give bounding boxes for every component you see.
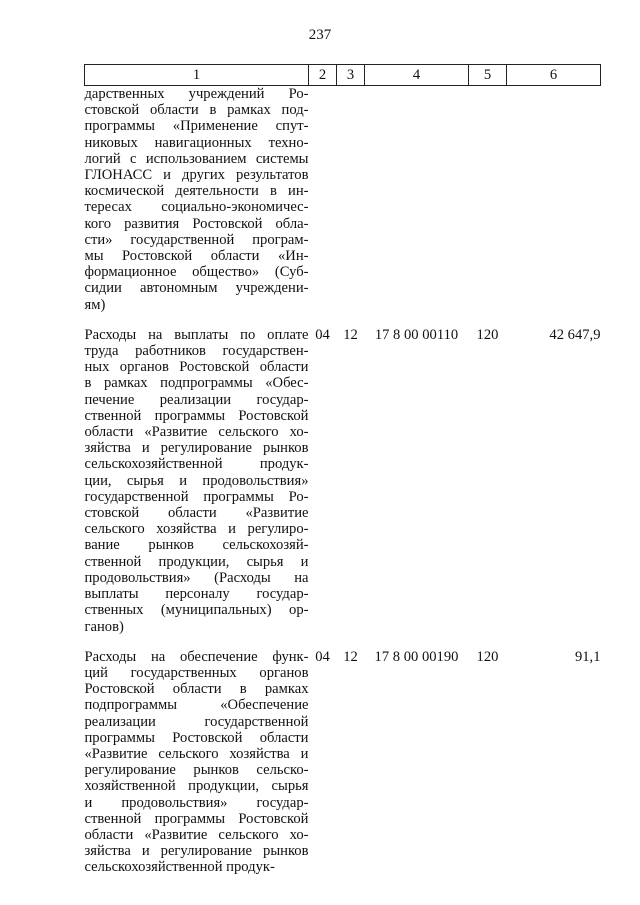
header-col-5: 5 bbox=[469, 65, 507, 86]
table-row bbox=[85, 86, 601, 327]
description-line: труда работников государствен- bbox=[84, 343, 309, 360]
description-line: ных органов Ростовской области bbox=[84, 359, 309, 376]
description-line: стовской области в рамках под- bbox=[84, 102, 309, 119]
subsection-code-cell: 12 bbox=[343, 648, 358, 665]
description-line: «Развитие сельского хозяйства и bbox=[84, 745, 309, 762]
description-line: ций государственных органов bbox=[84, 664, 309, 681]
header-row bbox=[85, 65, 601, 86]
description-line: подпрограммы «Обеспечение bbox=[84, 697, 309, 714]
description-line: ГЛОНАСС и других результатов bbox=[84, 167, 309, 184]
table-row bbox=[85, 327, 601, 649]
description-line: вание рынков сельскохозяй- bbox=[84, 537, 309, 554]
section-code-cell bbox=[309, 86, 337, 327]
description-line: кого развития Ростовской обла- bbox=[84, 215, 309, 232]
row-description bbox=[85, 86, 309, 327]
description-line: и продовольствия» государ- bbox=[84, 794, 309, 811]
description-line: сельскохозяйственной продук- bbox=[84, 456, 309, 473]
description-line: регулирование рынков сельско- bbox=[84, 762, 309, 779]
description-line: программы «Применение спут- bbox=[84, 118, 309, 135]
expense-type-cell: 120 bbox=[476, 648, 499, 665]
description-line: ственной программы Ростовской bbox=[84, 810, 309, 827]
description-line: логий с использованием системы bbox=[84, 150, 309, 167]
description-line: стовской области «Развитие bbox=[84, 505, 309, 522]
description-line: ственных (муниципальных) ор- bbox=[84, 602, 309, 619]
description-line: космической деятельности в ин- bbox=[84, 183, 309, 200]
description-line: ственной продукции, сырья и bbox=[84, 553, 309, 570]
table-row bbox=[85, 649, 601, 890]
header-col-1: 1 bbox=[85, 65, 309, 86]
description-line: программы Ростовской области bbox=[84, 729, 309, 746]
description-line: сти» государственной програм- bbox=[84, 231, 309, 248]
description-line: никовых навигационных техно- bbox=[84, 134, 309, 151]
amount-cell: 42 647,9 bbox=[549, 326, 601, 343]
expense-type-cell bbox=[469, 86, 507, 327]
description-line: сидии автономным учреждени- bbox=[84, 280, 309, 297]
description-line: мы Ростовской области «Ин- bbox=[84, 248, 309, 265]
description-line: выплаты персоналу государ- bbox=[84, 586, 309, 603]
description-line: хозяйственной продукции, сырья bbox=[84, 778, 309, 795]
row-description bbox=[85, 649, 309, 890]
description-line: области «Развитие сельского хо- bbox=[84, 424, 309, 441]
description-line: печение реализации государ- bbox=[84, 391, 309, 408]
description-line: сельского хозяйства и регулиро- bbox=[84, 521, 309, 538]
header-col-6: 6 bbox=[507, 65, 601, 86]
description-line: продовольствия» (Расходы на bbox=[84, 569, 309, 586]
header-col-3: 3 bbox=[337, 65, 365, 86]
description-line: зяйства и регулирование рынков bbox=[84, 843, 309, 860]
description-line: области «Развитие сельского хо- bbox=[84, 826, 309, 843]
subsection-code-cell: 12 bbox=[343, 326, 358, 343]
description-line: ции, сырья и продовольствия» bbox=[84, 472, 309, 489]
target-article-cell: 17 8 00 00110 bbox=[374, 326, 459, 343]
expense-type-cell: 120 bbox=[476, 326, 499, 343]
page-number: 237 bbox=[308, 27, 332, 43]
description-line: ственной программы Ростовской bbox=[84, 407, 309, 424]
description-line: тересах социально-экономичес- bbox=[84, 199, 309, 216]
description-line: ям) bbox=[84, 296, 106, 313]
header-col-2: 2 bbox=[309, 65, 337, 86]
row-description bbox=[85, 327, 309, 649]
description-line: ганов) bbox=[84, 618, 124, 635]
header-col-4: 4 bbox=[365, 65, 469, 86]
description-line: Ростовской области в рамках bbox=[84, 681, 309, 698]
description-line: формационное общество» (Суб- bbox=[84, 264, 309, 281]
section-code-cell: 04 bbox=[315, 648, 330, 665]
budget-table bbox=[84, 64, 601, 890]
target-article-cell bbox=[365, 86, 469, 327]
section-code-cell: 04 bbox=[315, 326, 330, 343]
subsection-code-cell bbox=[337, 86, 365, 327]
description-line: Расходы на обеспечение функ- bbox=[84, 648, 309, 665]
description-line: сельскохозяйственной продук- bbox=[84, 859, 275, 876]
description-line: государственной программы Ро- bbox=[84, 488, 309, 505]
description-line: Расходы на выплаты по оплате bbox=[84, 326, 309, 343]
description-line: зяйства и регулирование рынков bbox=[84, 440, 309, 457]
target-article-cell: 17 8 00 00190 bbox=[374, 648, 459, 665]
description-line: реализации государственной bbox=[84, 713, 309, 730]
description-line: в рамках подпрограммы «Обес- bbox=[84, 375, 309, 392]
amount-cell bbox=[507, 86, 601, 327]
amount-cell: 91,1 bbox=[574, 648, 601, 665]
table-body bbox=[85, 86, 601, 890]
description-line: дарственных учреждений Ро- bbox=[84, 86, 309, 102]
